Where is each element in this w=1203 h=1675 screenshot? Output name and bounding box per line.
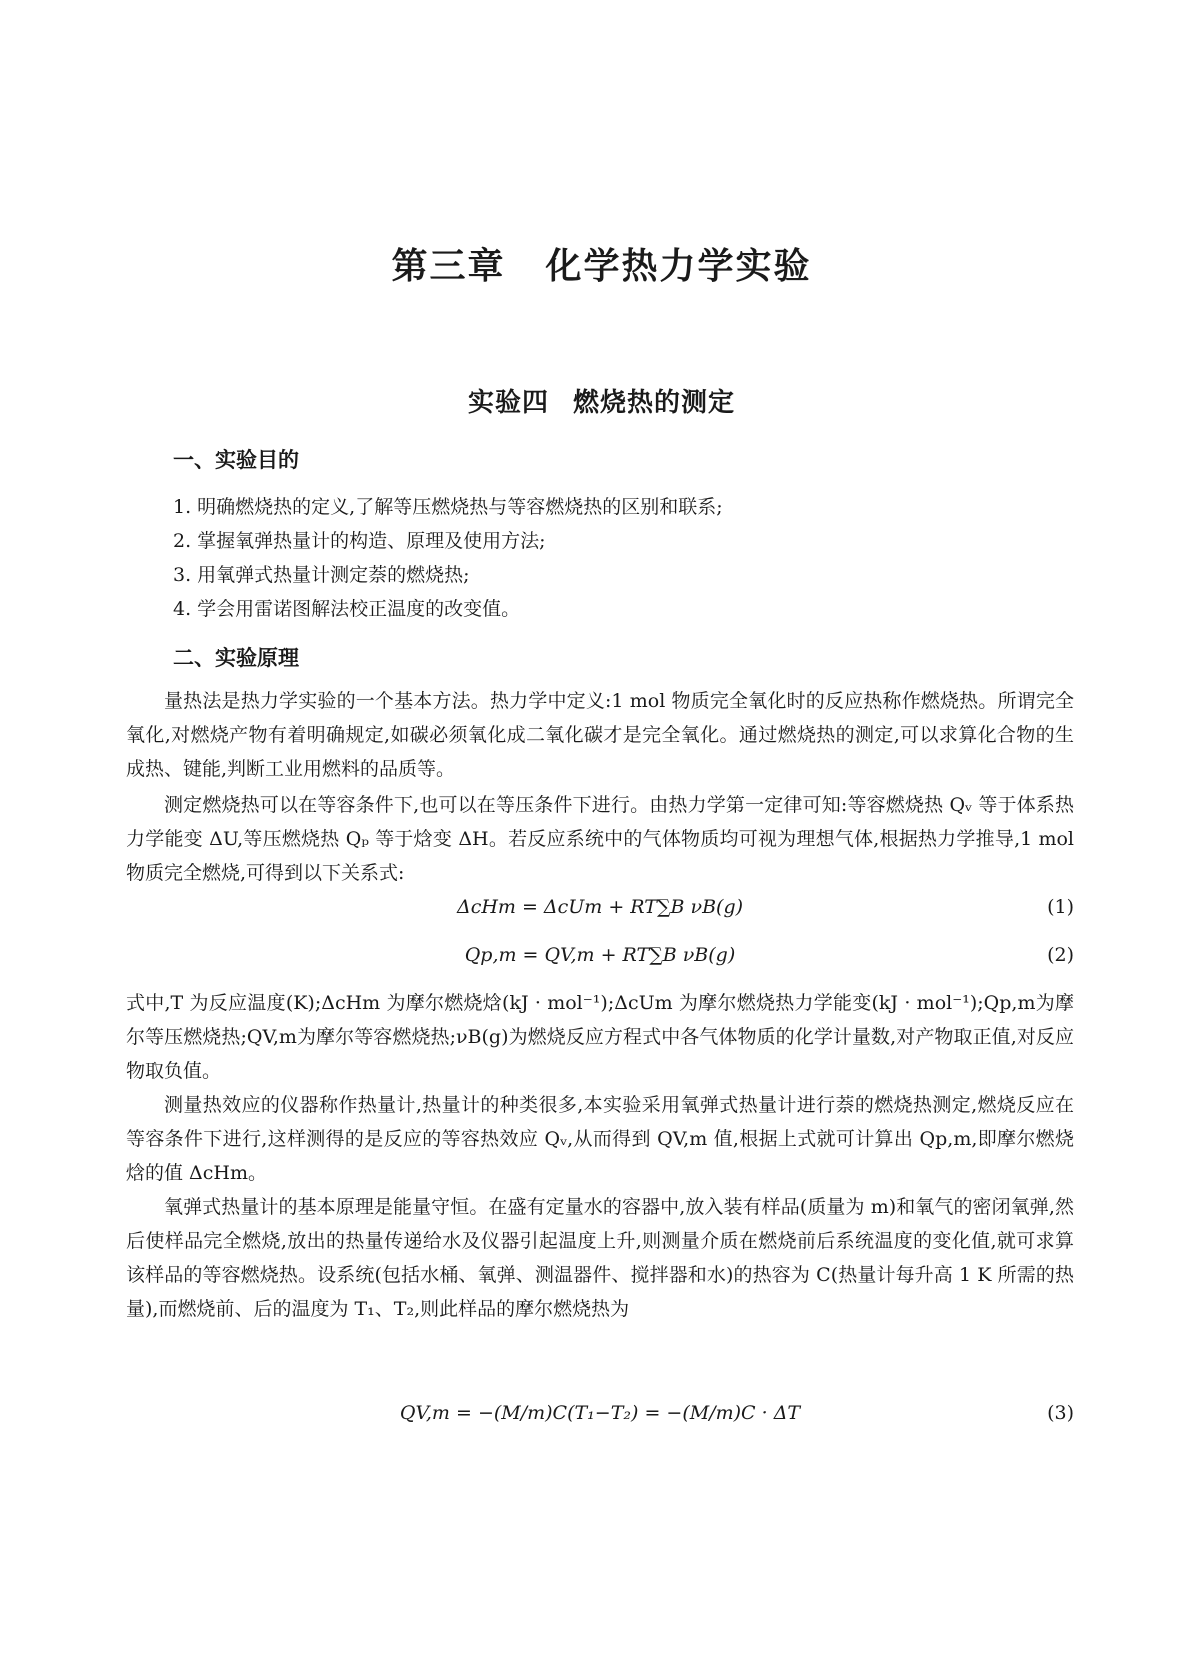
equation-3-number: (3) bbox=[1047, 1402, 1074, 1424]
equation-1: ΔcHm = ΔcUm + RT∑B νB(g) bbox=[456, 896, 744, 918]
equation-2: Qp,m = QV,m + RT∑B νB(g) bbox=[464, 944, 736, 966]
principle-paragraph-2: 测定燃烧热可以在等容条件下,也可以在等压条件下进行。由热力学第一定律可知:等容燃烧热 Qᵥ 等于体系热力学能变 ΔU,等压燃烧热 Qₚ 等于焓变 ΔH。若反应系统中的气体物质均可视为理想气体,根据热力学推导,1 mol 物质完全燃烧,可得到以下关系式: bbox=[126, 794, 1074, 884]
equation-1-number: (1) bbox=[1047, 896, 1074, 918]
equation-2-row bbox=[126, 936, 1074, 980]
experiment-number: 实验四 bbox=[467, 388, 549, 418]
equation-3: QV,m = −(M/m)C(T₁−T₂) = −(M/m)C · ΔT bbox=[399, 1402, 801, 1424]
chapter-name: 化学热力学实验 bbox=[545, 245, 812, 287]
equation-1-row bbox=[126, 888, 1074, 932]
chapter-title bbox=[0, 238, 1203, 289]
equation-2-number: (2) bbox=[1047, 944, 1074, 966]
purpose-item-3: 3. 用氧弹式热量计测定萘的燃烧热; bbox=[173, 564, 470, 586]
principle-paragraph-4: 测量热效应的仪器称作热量计,热量计的种类很多,本实验采用氧弹式热量计进行萘的燃烧热测定,燃烧反应在等容条件下进行,这样测得的是反应的等容热效应 Qᵥ,从而得到 QV,m 值,根据上式就可计算出 Qp,m,即摩尔燃烧焓的值 ΔcHm。 bbox=[126, 1094, 1074, 1184]
principle-paragraph-3: 式中,T 为反应温度(K);ΔcHm 为摩尔燃烧焓(kJ · mol⁻¹);ΔcUm 为摩尔燃烧热力学能变(kJ · mol⁻¹);Qp,m为摩尔等压燃烧热;QV,m为摩尔等容燃烧热;νB(g)为燃烧反应方程式中各气体物质的化学计量数,对产物取正值,对反应物取负值。 bbox=[126, 992, 1074, 1082]
principle-paragraph-5: 氧弹式热量计的基本原理是能量守恒。在盛有定量水的容器中,放入装有样品(质量为 m)和氧气的密闭氧弹,然后使样品完全燃烧,放出的热量传递给水及仪器引起温度上升,则测量介质在燃烧前后系统温度的变化值,就可求算该样品的等容燃烧热。设系统(包括水桶、氧弹、测温器件、搅拌器和水)的热容为 C(热量计每升高 1 K 所需的热量),而燃烧前、后的温度为 T₁、T₂,则此样品的摩尔燃烧热为 bbox=[126, 1196, 1074, 1320]
purpose-item-2: 2. 掌握氧弹热量计的构造、原理及使用方法; bbox=[173, 530, 546, 552]
chapter-number: 第三章 bbox=[391, 245, 506, 287]
experiment-title bbox=[0, 382, 1203, 419]
purpose-item-1: 1. 明确燃烧热的定义,了解等压燃烧热与等容燃烧热的区别和联系; bbox=[173, 496, 723, 518]
equation-3-row bbox=[126, 1390, 1074, 1450]
purpose-item-4: 4. 学会用雷诺图解法校正温度的改变值。 bbox=[173, 598, 521, 620]
section-heading-principle: 二、实验原理 bbox=[173, 646, 299, 670]
section-heading-purpose: 一、实验目的 bbox=[173, 448, 299, 472]
experiment-name: 燃烧热的测定 bbox=[573, 388, 736, 418]
principle-paragraph-1: 量热法是热力学实验的一个基本方法。热力学中定义:1 mol 物质完全氧化时的反应热称作燃烧热。所谓完全氧化,对燃烧产物有着明确规定,如碳必须氧化成二氧化碳才是完全氧化。通过燃烧热的测定,可以求算化合物的生成热、键能,判断工业用燃料的品质等。 bbox=[126, 690, 1074, 780]
